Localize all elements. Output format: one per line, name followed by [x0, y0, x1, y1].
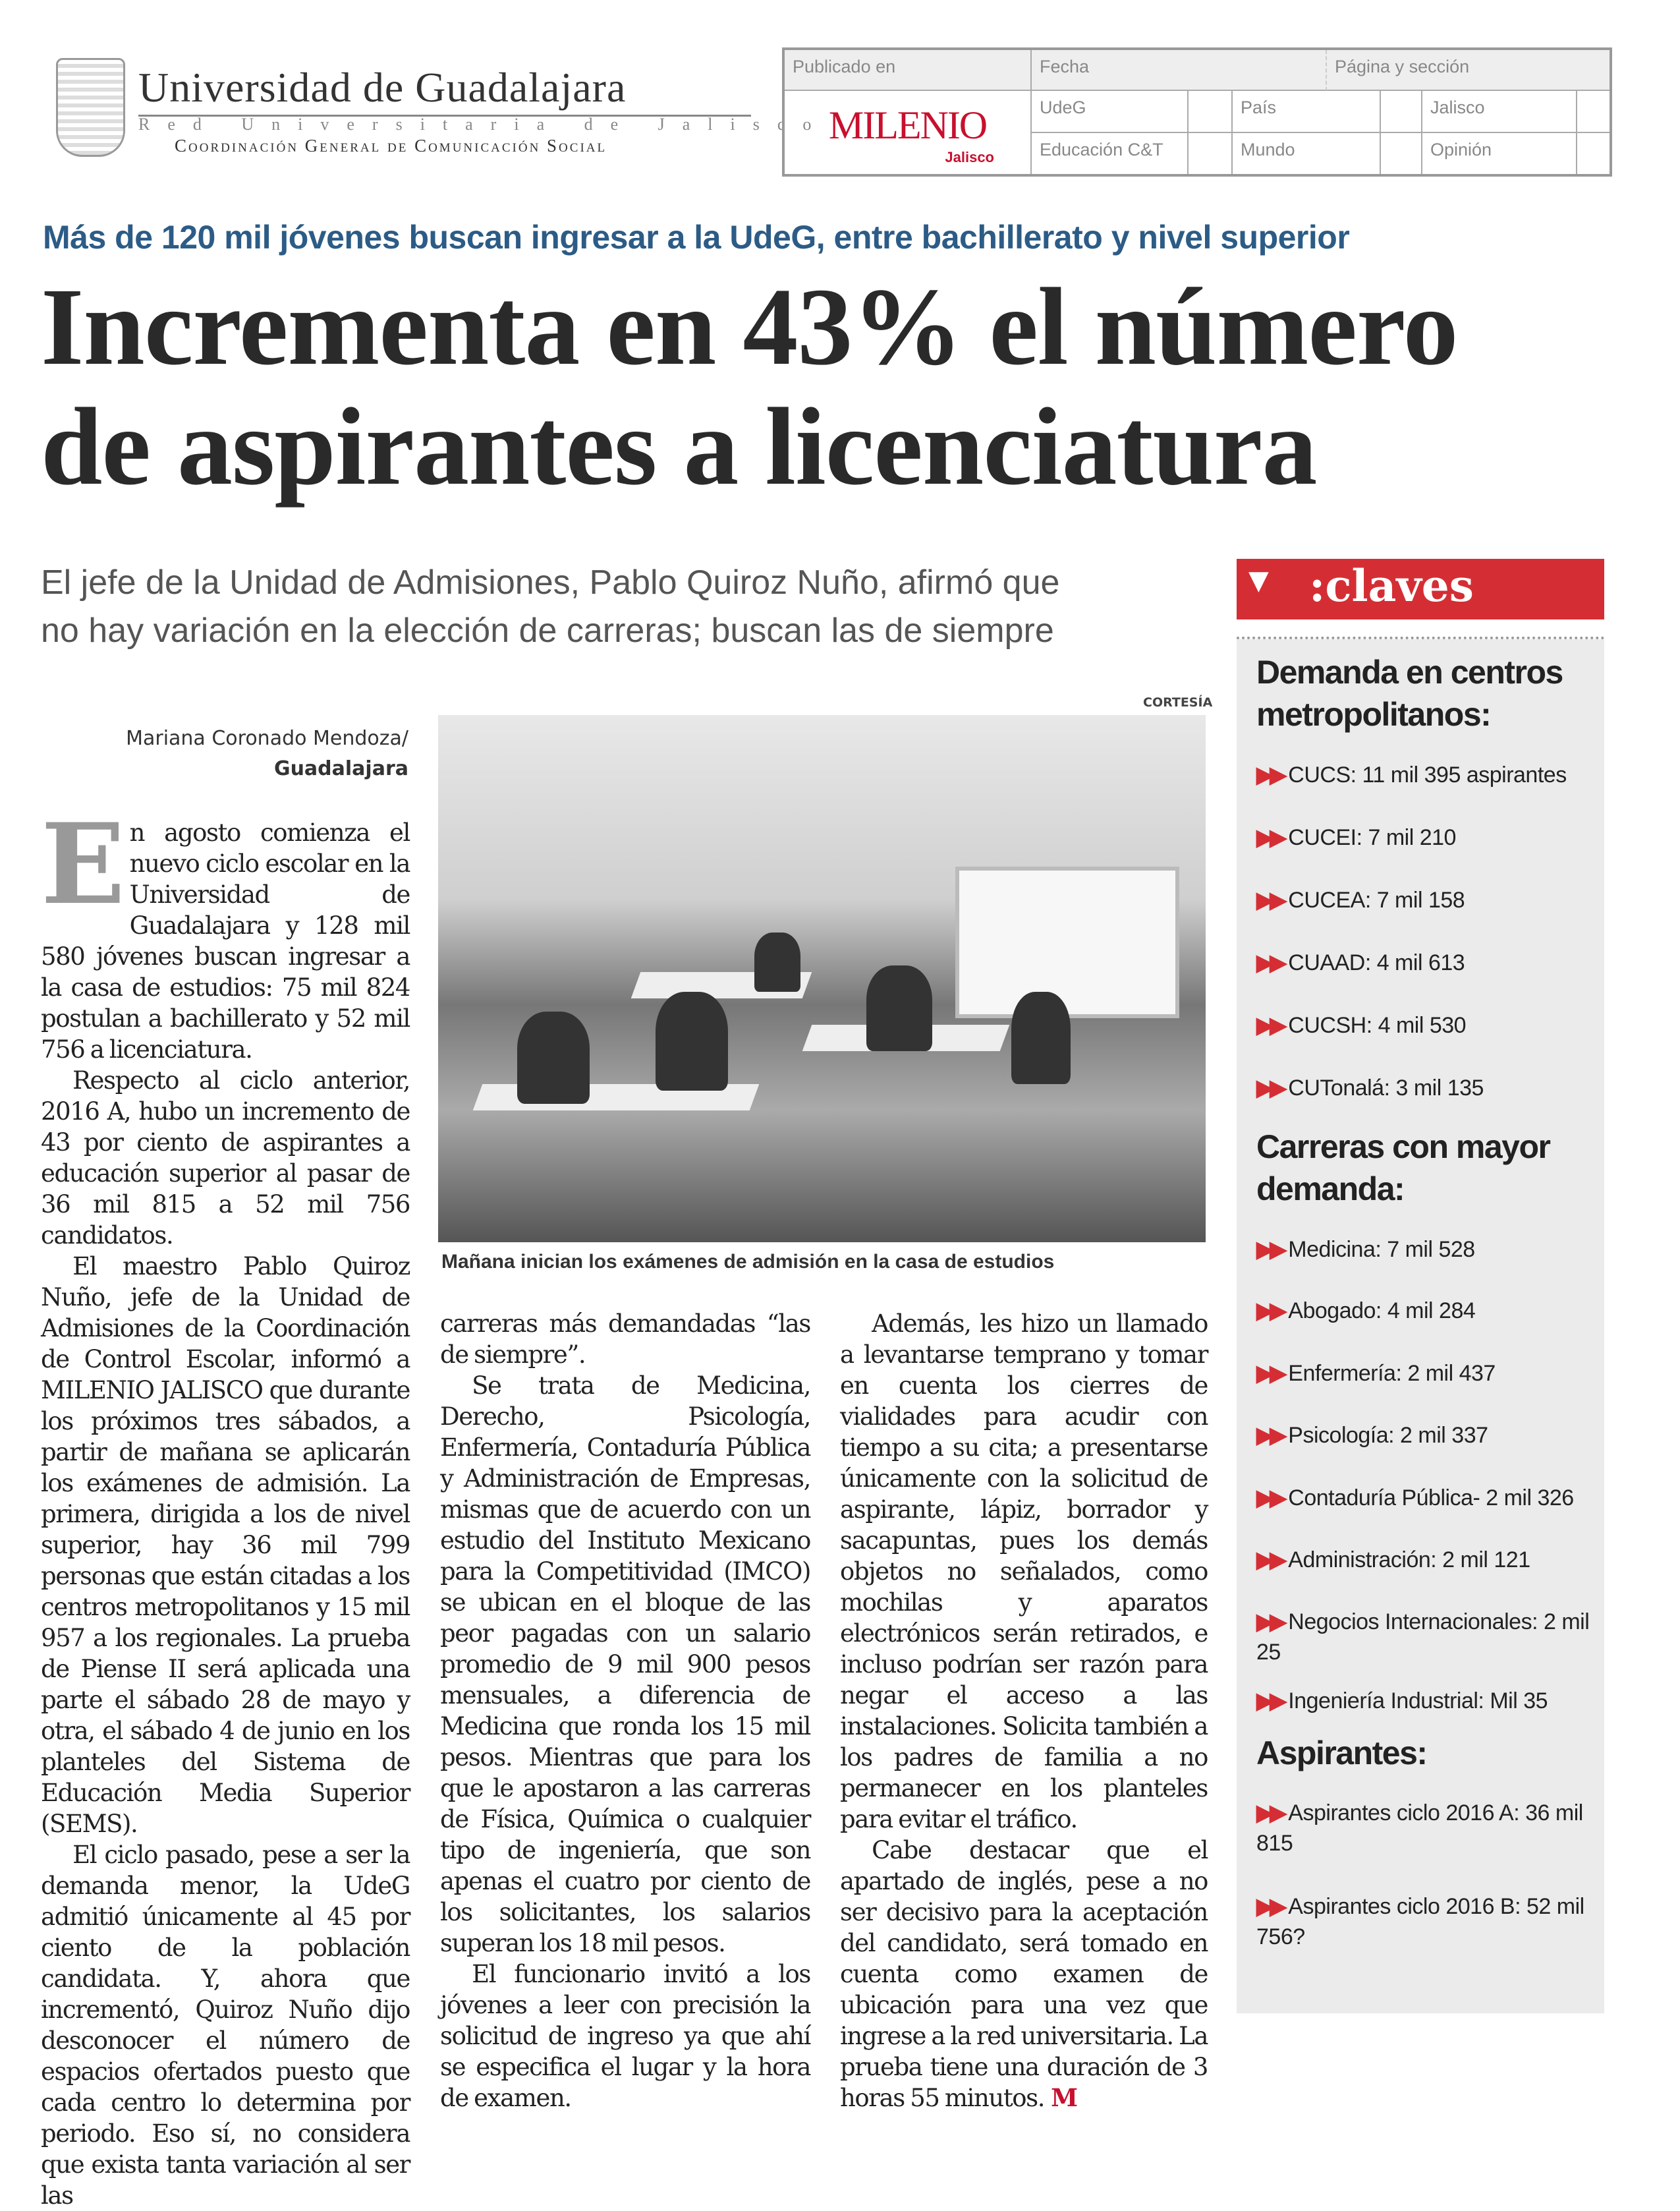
office-name: Coordinación General de Comunicación Social	[175, 136, 607, 156]
double-arrow-icon: ▶▶	[1256, 1609, 1283, 1634]
item-text: CUCSH: 4 mil 530	[1288, 1013, 1467, 1038]
headline-line: Incrementa en 43% el número	[41, 266, 1458, 388]
paragraph	[840, 1835, 1208, 2113]
kicker: Más de 120 mil jóvenes buscan ingresar a la UdeG, entre bachillerato y nivel superior	[43, 219, 1350, 256]
heading-line: metropolitanos:	[1256, 696, 1491, 733]
paragraph-text: n agosto comienza el nuevo ciclo escolar en la Universidad de Guadalajara y 128 mil 580 jóvenes buscan ingresar a la casa de estudios: 75 mil 824 postulan a bachillerato y 52 mil 756 a licenciatura.	[41, 818, 410, 1064]
item-text: CUTonalá: 3 mil 135	[1288, 1076, 1484, 1101]
sidebar-item	[1256, 1798, 1596, 1858]
outlet-name: MILENIO	[828, 103, 987, 147]
sidebar-item	[1256, 822, 1596, 853]
network-name: Red Universitaria de Jalisco	[138, 115, 829, 134]
outlet-logo	[785, 91, 1032, 174]
byline	[79, 724, 408, 784]
checkbox-cell	[1189, 133, 1233, 174]
headline-line: de aspirantes a licenciatura	[41, 386, 1317, 508]
item-text: Aspirantes ciclo 2016 A: 36 mil 815	[1256, 1800, 1583, 1856]
publication-info-table	[782, 47, 1612, 177]
student	[517, 1012, 590, 1104]
checkbox-cell	[1381, 133, 1422, 174]
photo-credit: CORTESÍA	[1143, 695, 1213, 710]
sidebar-heading	[1256, 651, 1596, 735]
section-udeg: UdeG	[1032, 91, 1189, 133]
student	[1011, 992, 1071, 1084]
section-pais: País	[1233, 91, 1381, 133]
item-text: CUCEA: 7 mil 158	[1288, 888, 1465, 913]
outlet-sub: Jalisco	[945, 149, 994, 165]
student	[754, 933, 800, 992]
sidebar-heading	[1256, 1732, 1596, 1774]
double-arrow-icon: ▶▶	[1256, 1485, 1283, 1510]
double-arrow-icon: ▶▶	[1256, 1361, 1283, 1386]
sidebar-item	[1256, 1891, 1596, 1952]
section-opinion: Opinión	[1422, 133, 1577, 174]
heading-line: Demanda en centros	[1256, 654, 1563, 691]
sidebar-item	[1256, 1607, 1596, 1667]
dotted-divider	[1237, 619, 1604, 639]
section-mundo: Mundo	[1233, 133, 1381, 174]
page-section-label: Página y sección	[1327, 50, 1610, 91]
paragraph: Se trata de Medicina, Derecho, Psicología, Enfermería, Contaduría Pública y Administración de Empresas, mismas que de acuerdo con un estudio del Instituto Mexicano para la Competitividad (IMCO) se ubican en el bloque de las peor pagadas con un salario promedio de 9 mil 900 pesos mensuales, a diferencia de Medicina que ronda los 15 mil pesos. Mientras que para los que le apostaron a las carreras de Física, Química o cualquier tipo de ingeniería, que son apenas el cuatro por ciento de los solicitantes, los salarios superan los 18 mil pesos.	[440, 1371, 810, 1957]
paragraph: El maestro Pablo Quiroz Nuño, jefe de la Unidad de Admisiones de la Coordinación de Control Escolar, informó a MILENIO JALISCO que durante los próximos tres sábados, a partir de mañana se aplicarán los exámenes de admisión. La primera, dirigida a los de nivel superior, hay 36 mil 799 personas que están citadas a los centros metropolitanos y 15 mil 957 a los regionales. La prueba de Piense II será aplicada una parte el sábado 28 de mayo y otra, el sábado 4 de junio en los planteles del Sistema de Educación Media Superior (SEMS).	[41, 1252, 410, 1838]
item-text: Administración: 2 mil 121	[1288, 1547, 1530, 1572]
paragraph-text: Cabe destacar que el apartado de inglés, pese a no ser decisivo para la aceptación del candidato, será tomado en cuenta como examen de ubicación para una vez que ingrese a la red universitaria. La prueba tiene una duración de 3 horas 55 minutos.	[840, 1836, 1208, 2112]
sidebar-header	[1237, 559, 1604, 619]
double-arrow-icon: ▶▶	[1256, 1688, 1283, 1713]
paragraph: El funcionario invitó a los jóvenes a leer con precisión la solicitud de ingreso ya que ahí se especifica el lugar y la hora de examen.	[440, 1960, 810, 2112]
item-text: Ingeniería Industrial: Mil 35	[1288, 1688, 1548, 1713]
student	[866, 965, 932, 1051]
double-arrow-icon: ▶▶	[1256, 1423, 1283, 1448]
item-text: Medicina: 7 mil 528	[1288, 1237, 1475, 1262]
item-text: Abogado: 4 mil 284	[1288, 1298, 1476, 1323]
heading-line: demanda:	[1256, 1170, 1405, 1207]
item-text: Psicología: 2 mil 337	[1288, 1423, 1488, 1448]
student	[656, 992, 728, 1091]
window	[955, 867, 1179, 1018]
photo-caption: Mañana inician los exámenes de admisión en la casa de estudios	[441, 1251, 1055, 1273]
deck-line: no hay variación en la elección de carreras; buscan las de siempre	[41, 612, 1054, 650]
item-text: Contaduría Pública- 2 mil 326	[1288, 1485, 1574, 1510]
item-text: Aspirantes ciclo 2016 B: 52 mil 756?	[1256, 1894, 1584, 1949]
article-column-1	[41, 799, 410, 2211]
university-logo	[56, 58, 829, 157]
sidebar-item	[1256, 1545, 1596, 1575]
item-text: CUCS: 11 mil 395 aspirantes	[1288, 762, 1567, 788]
heading-line: Carreras con mayor	[1256, 1128, 1550, 1165]
author: Mariana Coronado Mendoza/	[126, 727, 408, 750]
paragraph: Además, les hizo un llamado a levantarse temprano y tomar en cuenta los cierres de vialidades para acudir con tiempo a su cita; a presentarse únicamente con la solicitud de aspirante, lápiz, borrador y sacapuntas, pues los demás objetos no señalados, como mochilas y aparatos electrónicos serán retirados, e incluso podrían ser razón para negar el acceso a las instalaciones. Solicita también a los padres de familia a no permanecer en los planteles para evitar el tráfico.	[840, 1309, 1208, 1833]
sidebar-title: :claves	[1309, 560, 1474, 612]
double-arrow-icon: ▶▶	[1256, 1237, 1283, 1262]
item-text: Negocios Internacionales: 2 mil 25	[1256, 1609, 1590, 1665]
sidebar-item	[1256, 885, 1596, 915]
sidebar-item	[1256, 1296, 1596, 1326]
sidebar-item	[1256, 1234, 1596, 1265]
double-arrow-icon: ▶▶	[1256, 1800, 1283, 1825]
paragraph: El ciclo pasado, pese a ser la demanda menor, la UdeG admitió únicamente al 45 por ciento de la población candidata. Y, ahora que incrementó, Quiroz Nuño dijo desconocer el número de espacios ofertados puesto que cada centro lo determina por periodo. Eso sí, no considera que exista tanta variación al ser las	[41, 1841, 410, 2210]
item-text: Enfermería: 2 mil 437	[1288, 1361, 1496, 1386]
date-label: Fecha	[1032, 50, 1327, 91]
double-arrow-icon: ▶▶	[1256, 1013, 1283, 1038]
sidebar-item	[1256, 948, 1596, 978]
item-text: CUAAD: 4 mil 613	[1288, 950, 1465, 975]
double-arrow-icon: ▶▶	[1256, 1894, 1283, 1919]
checkbox-cell	[1577, 91, 1610, 133]
paragraph	[41, 799, 410, 1065]
crest-icon	[56, 58, 125, 157]
heading-line: Aspirantes:	[1256, 1735, 1427, 1771]
double-arrow-icon: ▶▶	[1256, 1298, 1283, 1323]
sidebar-item	[1256, 760, 1596, 790]
double-arrow-icon: ▶▶	[1256, 1076, 1283, 1101]
double-arrow-icon: ▶▶	[1256, 1547, 1283, 1572]
paragraph: Respecto al ciclo anterior, 2016 A, hubo un incremento de 43 por ciento de aspirantes a educación superior al pasar de 36 mil 815 a 52 mil 756 candidatos.	[41, 1066, 410, 1249]
headline	[41, 267, 1622, 507]
sidebar-item	[1256, 1686, 1596, 1716]
article-column-3	[840, 1308, 1208, 2113]
section-jalisco: Jalisco	[1422, 91, 1577, 133]
sidebar-item	[1256, 1073, 1596, 1103]
double-arrow-icon: ▶▶	[1256, 825, 1283, 850]
item-text: CUCEI: 7 mil 210	[1288, 825, 1456, 850]
deck	[41, 559, 1174, 655]
checkbox-cell	[1381, 91, 1422, 133]
double-arrow-icon: ▶▶	[1256, 762, 1283, 788]
sidebar-item	[1256, 1010, 1596, 1041]
drop-cap: E	[41, 799, 125, 929]
sidebar-heading	[1256, 1126, 1596, 1210]
published-in-label: Publicado en	[785, 50, 1032, 91]
double-arrow-icon: ▶▶	[1256, 888, 1283, 913]
paragraph: carreras más demandadas “las de siempre”.	[440, 1309, 810, 1369]
sidebar-item	[1256, 1483, 1596, 1513]
sidebar-item	[1256, 1358, 1596, 1389]
classroom-photo	[438, 715, 1206, 1242]
double-chevron-down-icon: ▼	[1248, 565, 1269, 596]
location: Guadalajara	[273, 757, 408, 780]
double-arrow-icon: ▶▶	[1256, 950, 1283, 975]
checkbox-cell	[1189, 91, 1233, 133]
deck-line: El jefe de la Unidad de Admisiones, Pablo Quiroz Nuño, afirmó que	[41, 563, 1060, 602]
article-column-2	[440, 1308, 810, 2113]
sidebar-item	[1256, 1420, 1596, 1450]
claves-sidebar	[1237, 559, 1604, 2013]
university-name: Universidad de Guadalajara	[138, 63, 751, 117]
end-mark: M	[1051, 2083, 1077, 2112]
section-educacion: Educación C&T	[1032, 133, 1189, 174]
